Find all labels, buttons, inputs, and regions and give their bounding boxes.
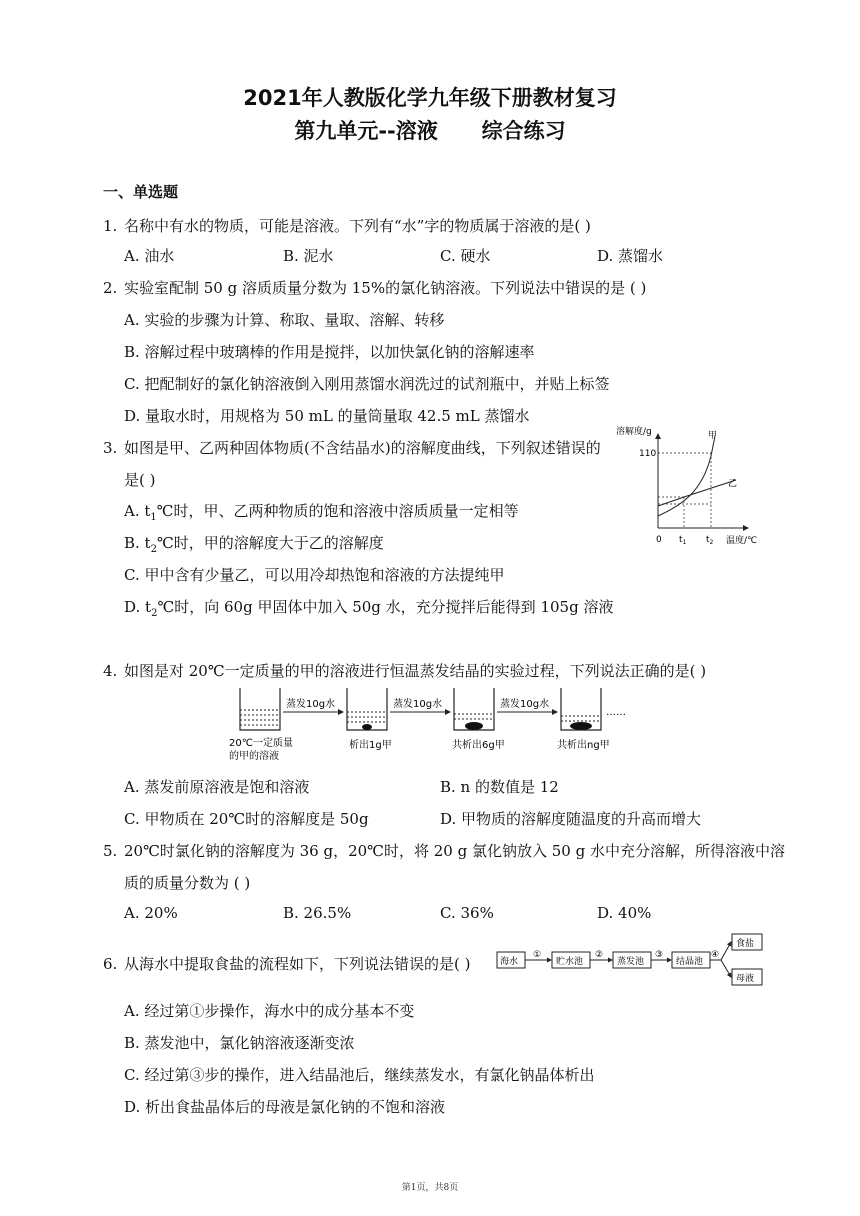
question-5 bbox=[103, 840, 785, 861]
question-number: 1. bbox=[103, 217, 118, 235]
flow-step-1: ① bbox=[533, 950, 542, 960]
question-text: 20℃时氯化钠的溶解度为 36 g，20℃时，将 20 g 氯化钠放入 50 g 水中充分溶解，所得溶液中溶 bbox=[124, 842, 785, 860]
option-c: C. 硬水 bbox=[440, 247, 491, 265]
series-yi-line bbox=[658, 480, 736, 506]
svg-text:结晶池: 结晶池 bbox=[676, 957, 704, 967]
svg-text:母液: 母液 bbox=[736, 974, 755, 984]
option-b: B. 泥水 bbox=[283, 247, 334, 265]
option-a: A. 20% bbox=[124, 904, 178, 922]
arrow-2-label: 蒸发10g水 bbox=[393, 699, 443, 710]
flow-step-4: ④ bbox=[711, 950, 720, 960]
question-number: 6. bbox=[103, 955, 118, 973]
solubility-chart bbox=[612, 420, 762, 555]
beaker-1-label: 20℃一定质量 bbox=[229, 738, 293, 749]
option-c: C. 把配制好的氯化钠溶液倒入刚用蒸馏水润洗过的试剂瓶中，并贴上标签 bbox=[124, 375, 610, 393]
question-6 bbox=[103, 953, 470, 974]
option-b: B. 26.5% bbox=[283, 904, 352, 922]
option-b: B. n 的数值是 12 bbox=[440, 778, 559, 796]
option-d: D. 40% bbox=[597, 904, 652, 922]
beaker-2-label: 析出1g甲 bbox=[349, 740, 392, 751]
beaker-2 bbox=[347, 688, 387, 730]
option-d: D. 蒸馏水 bbox=[597, 247, 664, 265]
title-line-1: 2021年人教版化学九年级下册教材复习 bbox=[243, 86, 617, 110]
series-jia-label: 甲 bbox=[708, 431, 718, 441]
flow-step-3: ③ bbox=[655, 950, 664, 960]
seawater-flow-diagram bbox=[495, 932, 775, 990]
question-2 bbox=[103, 277, 646, 298]
series-yi-label: 乙 bbox=[728, 479, 738, 489]
beaker-3-label: 共析出6g甲 bbox=[452, 740, 505, 751]
question-text-cont: 质的质量分数为 ( ) bbox=[124, 874, 251, 892]
beaker-1 bbox=[240, 688, 280, 730]
title-line-2: 第九单元--溶液 综合练习 bbox=[294, 119, 566, 143]
option-a: A. 油水 bbox=[124, 247, 175, 265]
question-text: 从海水中提取食盐的流程如下，下列说法错误的是( ) bbox=[124, 955, 471, 973]
svg-text:食盐: 食盐 bbox=[736, 939, 755, 949]
beaker-3 bbox=[454, 688, 494, 730]
question-text: 实验室配制 50 g 溶质质量分数为 15%的氯化钠溶液。下列说法中错误的是 ( ) bbox=[124, 279, 647, 297]
y-axis-label: 溶解度/g bbox=[616, 427, 652, 437]
flow-output-mother-liquor bbox=[732, 969, 762, 985]
question-number: 5. bbox=[103, 842, 118, 860]
question-text-cont: 是( ) bbox=[124, 471, 156, 489]
option-d: D. $t_2℃$时，向 60g 甲固体中加入 50g 水，充分搅拌后能得到 105g 溶液 bbox=[124, 598, 614, 619]
option-a: A. 蒸发前原溶液是饱和溶液 bbox=[124, 778, 310, 796]
option-a: A. $t_1℃$时，甲、乙两种物质的饱和溶液中溶质质量一定相等 bbox=[124, 502, 519, 523]
beaker-4 bbox=[561, 688, 601, 730]
flow-output-salt bbox=[732, 934, 762, 950]
flow-branch-down bbox=[721, 960, 731, 977]
svg-text:海水: 海水 bbox=[500, 957, 519, 967]
option-b: B. 蒸发池中，氯化钠溶液逐渐变浓 bbox=[124, 1034, 355, 1052]
option-d: D. 量取水时，用规格为 50 mL 的量筒量取 42.5 mL 蒸馏水 bbox=[124, 407, 530, 425]
x-tick-label: 0 bbox=[656, 535, 662, 545]
question-1 bbox=[103, 215, 591, 236]
flow-box-seawater bbox=[497, 952, 525, 968]
option-a: A. 经过第①步操作，海水中的成分基本不变 bbox=[124, 1002, 415, 1020]
arrow-3-label: 蒸发10g水 bbox=[500, 699, 550, 710]
arrow-1-label: 蒸发10g水 bbox=[286, 699, 336, 710]
option-c: C. 甲物质在 20℃时的溶解度是 50g bbox=[124, 810, 369, 828]
option-c: C. 经过第③步的操作，进入结晶池后，继续蒸发水，有氯化钠晶体析出 bbox=[124, 1066, 595, 1084]
option-c: C. 36% bbox=[440, 904, 494, 922]
x-axis-label: 温度/℃ bbox=[726, 536, 758, 546]
flow-box-evaporation-pond bbox=[613, 952, 651, 968]
question-text: 如图是甲、乙两种固体物质(不含结晶水)的溶解度曲线，下列叙述错误的 bbox=[124, 439, 601, 457]
y-tick-label: 110 bbox=[639, 449, 657, 459]
continuation-dots: …… bbox=[606, 707, 626, 718]
evaporation-diagram bbox=[225, 684, 635, 764]
x-tick-label: $t_1$ bbox=[679, 535, 687, 546]
flow-box-crystallization-pond bbox=[672, 952, 710, 968]
option-d: D. 析出食盐晶体后的母液是氯化钠的不饱和溶液 bbox=[124, 1098, 446, 1116]
option-b: B. $t_2℃$时，甲的溶解度大于乙的溶解度 bbox=[124, 534, 384, 555]
flow-branch-up bbox=[721, 942, 731, 960]
beaker-1-label-cont: 的甲的溶液 bbox=[229, 751, 279, 762]
question-text: 如图是对 20℃一定质量的甲的溶液进行恒温蒸发结晶的实验过程，下列说法正确的是( ) bbox=[124, 662, 707, 680]
flow-step-2: ② bbox=[595, 950, 604, 960]
question-4 bbox=[103, 660, 706, 681]
svg-text:蒸发池: 蒸发池 bbox=[617, 957, 645, 967]
option-a: A. 实验的步骤为计算、称取、量取、溶解、转移 bbox=[124, 311, 445, 329]
option-d: D. 甲物质的溶解度随温度的升高而增大 bbox=[440, 810, 702, 828]
x-tick-label: $t_2$ bbox=[706, 535, 714, 546]
question-number: 2. bbox=[103, 279, 118, 297]
section-heading: 一、单选题 bbox=[103, 183, 179, 201]
option-b: B. 溶解过程中玻璃棒的作用是搅拌，以加快氯化钠的溶解速率 bbox=[124, 343, 535, 361]
question-3 bbox=[103, 437, 601, 458]
option-c: C. 甲中含有少量乙，可以用冷却热饱和溶液的方法提纯甲 bbox=[124, 566, 505, 584]
page-footer: 第1页，共8页 bbox=[401, 1183, 459, 1193]
flow-box-reservoir bbox=[552, 952, 590, 968]
svg-text:贮水池: 贮水池 bbox=[556, 957, 584, 967]
beaker-4-label: 共析出ng甲 bbox=[557, 740, 610, 751]
question-text: 名称中有水的物质，可能是溶液。下列有“水”字的物质属于溶液的是( ) bbox=[124, 217, 591, 235]
question-number: 4. bbox=[103, 662, 118, 680]
question-number: 3. bbox=[103, 439, 118, 457]
